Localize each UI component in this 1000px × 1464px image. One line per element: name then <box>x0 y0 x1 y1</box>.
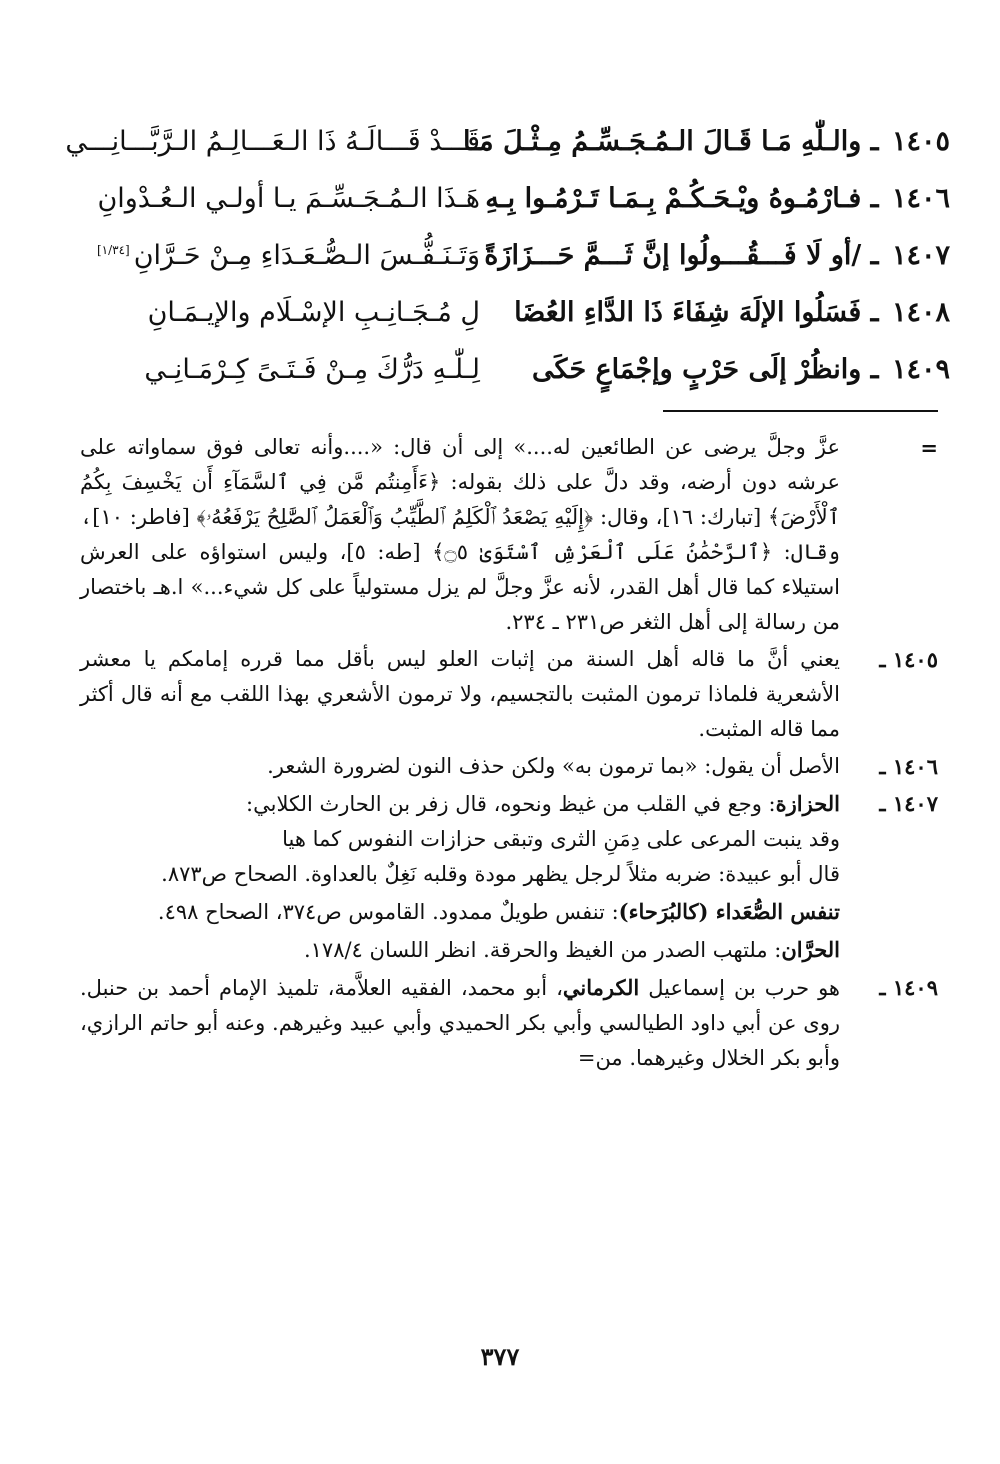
verse-line <box>50 118 950 175</box>
verse-number: ١٤٠٨ <box>891 297 950 328</box>
verse-first-hemistich: ١٤٠٦ ـ فـارْمُـوهُ ويْـحَـكُـمْ بِـمَـا تَـرْمُـوا بِـهِ <box>510 175 950 223</box>
footnote-text: هو حرب بن إسماعيل <box>639 976 840 1000</box>
glossary-term: الحرَّان <box>781 937 840 962</box>
verse-first-text: وانظُرْ إلَى حَرْبٍ وإجْمَاعٍ حَكَى <box>532 354 862 385</box>
footnote-text: : ملتهب الصدر من الغيظ والحرقة. انظر اللسان ١٧٨/٤. <box>303 938 782 962</box>
verse-second-text: لِ مُـجَـانِـبِ الإسْـلَام والإيـمَـانِ <box>147 297 480 328</box>
verse-second-text: وَتَـنَـفُّـسَ الـصُّـعَـدَاءِ مِـنْ حَـرَّانِ <box>133 240 480 271</box>
footnote-1406 <box>80 749 938 784</box>
verse-first-text: /أو لَا فَـــقُـــولُوا إنَّ ثَـــمَّ حَـــزَازَةً <box>484 240 862 271</box>
footnote-text: : وجع في القلب من غيظ ونحوه، قال زفر بن الحارث الكلابي: <box>246 792 776 816</box>
footnote-1405 <box>80 642 938 747</box>
verse-second-hemistich <box>55 289 480 337</box>
footnote-1407-term2 <box>80 894 938 930</box>
verse-second-hemistich <box>55 232 480 284</box>
page-number: ٣٧٧ <box>480 1342 520 1371</box>
footnote-separator <box>663 410 938 412</box>
footnote-number: ١٤٠٦ ـ <box>879 754 938 779</box>
verse-first-hemistich: ١٤٠٨ ـ فَسَلُوا الإلَهَ شِفَاءَ ذَا الدَّاءِ العُضَا <box>510 289 950 337</box>
footnote-number: ١٤٠٩ ـ <box>879 975 938 1000</box>
verse-number: ١٤٠٩ <box>891 354 950 385</box>
verse-number: ١٤٠٦ <box>891 183 950 214</box>
footnote-text: يعني أنَّ ما قاله أهل السنة من إثبات العلو ليس بأقل مما قرره إمامكم يا معشر الأشعرية فلماذا ترمون المثبت بالتجسيم، ولا ترمون الأشعري بهذا اللقب مع أنه قال أكثر مما قاله المثبت. <box>80 647 840 741</box>
footnote-1407-term3 <box>80 932 938 968</box>
verse-first-hemistich: ١٤٠٥ ـ والـلّٰهِ مَـا قَـالَ الـمُـجَـسِّـمُ مِـثْـلَ مَـا <box>510 118 950 166</box>
verse-first-text: فَسَلُوا الإلَهَ شِفَاءَ ذَا الدَّاءِ العُضَا <box>514 297 862 328</box>
verse-line <box>50 175 950 232</box>
verse-first-hemistich: ١٤٠٩ ـ وانظُرْ إلَى حَرْبٍ وإجْمَاعٍ حَكَى <box>510 346 950 394</box>
poem-verses <box>50 118 950 403</box>
verse-number: ١٤٠٥ <box>891 126 950 157</box>
glossary-term: تنفس الصُّعَداء (كالبُرَحاء) <box>618 899 840 924</box>
manuscript-page-ref: [١/٣٤] <box>96 243 130 257</box>
verse-first-text: والـلّٰهِ مَـا قَـالَ الـمُـجَـسِّـمُ مِـثْـلَ مَـا <box>462 126 862 157</box>
quoted-poetry: وقد ينبت المرعى على دِمَنِ الثرى وتبقى حزازات النفوس كما هيا <box>282 827 840 851</box>
footnote-text: : تنفس طويلٌ ممدود. القاموس ص٣٧٤، الصحاح ٤٩٨. <box>157 900 619 924</box>
verse-line <box>50 232 950 289</box>
glossary-term: الحزازة <box>775 791 840 816</box>
footnote-1409 <box>80 970 938 1076</box>
verse-second-text: قَـــدْ قَـــالَـهُ ذَا الـعَـــالِـمُ الـرَّبَّـــانِـــي <box>65 126 480 157</box>
verse-second-hemistich <box>55 118 480 166</box>
verse-second-text: لِـلّٰـهِ دَرُّكَ مِـنْ فَـتَـىً كِـرْمَـانِـي <box>144 354 480 385</box>
footnote-text: الأصل أن يقول: «بما ترمون به» ولكن حذف النون لضرورة الشعر. <box>267 754 840 778</box>
verse-number: ١٤٠٧ <box>891 240 950 271</box>
verse-line <box>50 289 950 346</box>
glossary-term: الكرماني <box>562 975 640 1000</box>
footnote-number: ١٤٠٧ ـ <box>879 791 938 816</box>
footnote-1407 <box>80 786 938 892</box>
continuation-marker: = <box>920 435 938 460</box>
footnote-text: ، أبو محمد، الفقيه العلاَّمة، تلميذ الإمام أحمد بن حنبل. روى عن أبي داود الطيالسي وأبي بكر الحميدي وأبي عبيد وغيرهم. وعنه أبو حاتم الرازي، وأبو بكر الخلال وغيرهما. من= <box>80 976 840 1070</box>
footnotes <box>80 430 938 1078</box>
verse-second-text: هَـذَا الـمُـجَـسِّـمَ يـا أولـي الـعُـدْوانِ <box>97 183 480 214</box>
verse-first-text: فـارْمُـوهُ ويْـحَـكُـمْ بِـمَـا تَـرْمُـوا بِـهِ <box>485 183 862 214</box>
verse-line <box>50 346 950 403</box>
verse-second-hemistich <box>55 175 480 223</box>
footnote-text: قال أبو عبيدة: ضربه مثلاً لرجل يظهر مودة وقلبه نَغِلٌ بالعداوة. الصحاح ص٨٧٣. <box>161 862 840 886</box>
verse-second-hemistich <box>55 346 480 394</box>
footnote-number: ١٤٠٥ ـ <box>879 647 938 672</box>
verse-first-hemistich: ١٤٠٧ ـ /أو لَا فَـــقُـــولُوا إنَّ ثَـــمَّ حَـــزَازَةً <box>510 232 950 280</box>
footnote-continuation <box>80 430 938 640</box>
footnote-text: عزَّ وجلَّ يرضى عن الطائعين له....» إلى أن قال: «....وأنه تعالى فوق سماواته على عرشه دون أرضه، وقد دلَّ على ذلك بقوله: ﴿ءَأَمِنتُم مَّن فِي ٱلسَّمَآءِ أَن يَخْسِفَ بِكُمُ ٱلْأَرْضَ﴾ [تبارك: ١٦]، وقال: ﴿إِلَيْهِ يَصْعَدُ ٱلْكَلِمُ ٱلطَّيِّبُ وَٱلْعَمَلُ ٱلصَّٰلِحُ يَرْفَعُهُۥ﴾ [فاطر: ١٠]، وقال: ﴿ٱلرَّحْمَٰنُ عَلَى ٱلْعَرْشِ ٱسْتَوَىٰ ۝٥﴾ [طه: ٥]، وليس استواؤه على العرش استيلاء كما قال أهل القدر، لأنه عزَّ وجلَّ لم يزل مستولياً على كل شيء...» ا.هـ باختصار من رسالة إلى أهل الثغر ص٢٣١ ـ ٢٣٤. <box>80 435 841 634</box>
